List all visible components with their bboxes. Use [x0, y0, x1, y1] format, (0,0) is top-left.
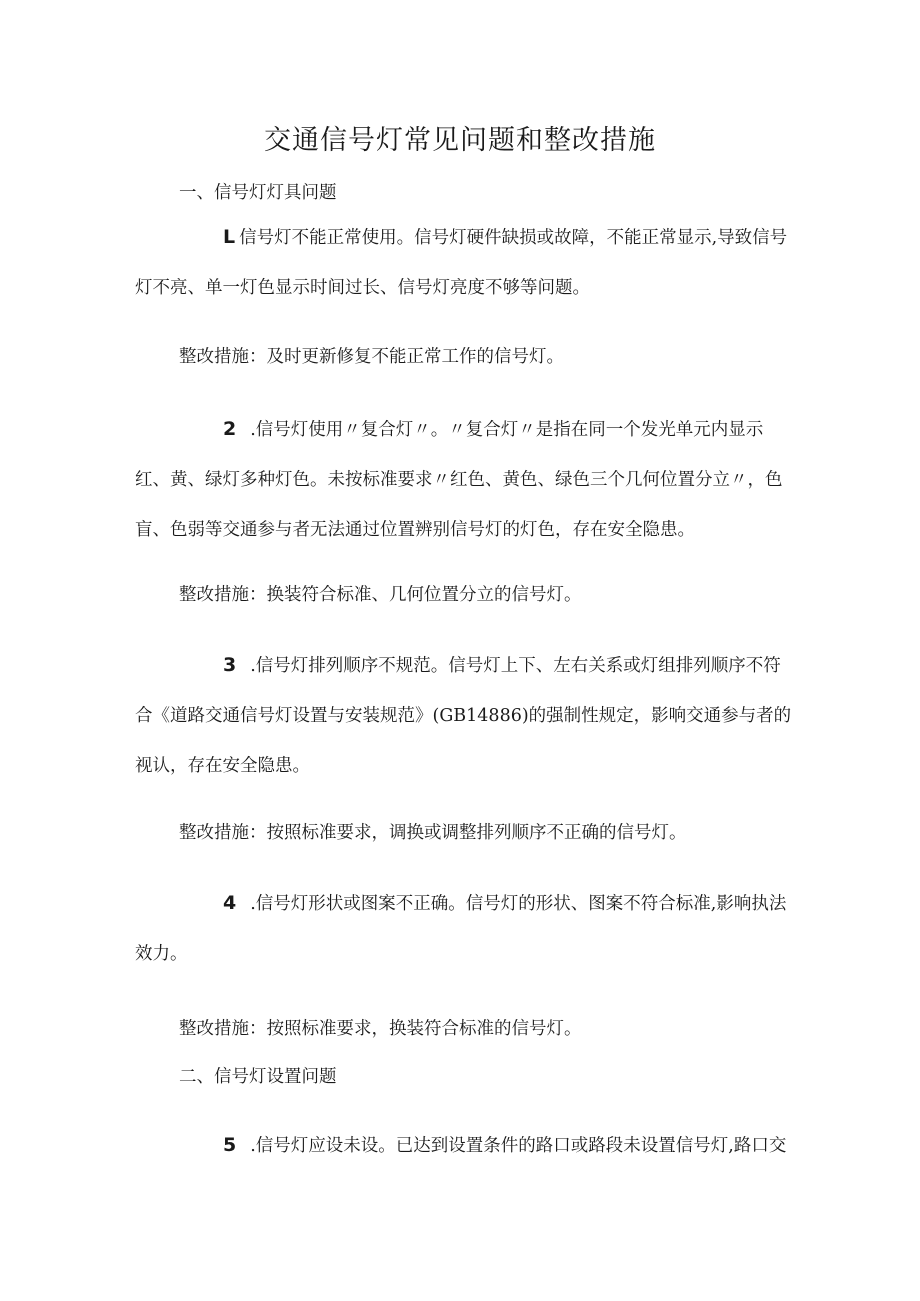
item-3-text: .信号灯排列顺序不规范。信号灯上下、左右关系或灯组排列顺序不符合《道路交通信号灯设置与安装规范》(GB14886)的强制性规定，影响交通参与者的视认，存在安全隐患。 [135, 656, 792, 776]
item-5-number: 5 [223, 1134, 237, 1156]
item-2-text: .信号灯使用〃复合灯〃。〃复合灯〃是指在同一个发光单元内显示红、黄、绿灯多种灯色。未按标准要求〃红色、黄色、绿色三个几何位置分立〃，色盲、色弱等交通参与者无法通过位置辨别信号灯的灯色，存在安全隐患。 [135, 420, 783, 540]
item-2-number: 2 [223, 418, 237, 440]
item-3-paragraph [135, 640, 795, 791]
item-5-paragraph [135, 1120, 795, 1171]
item-2-paragraph [135, 404, 795, 555]
item-4-text: .信号灯形状或图案不正确。信号灯的形状、图案不符合标准,影响执法效力。 [135, 894, 787, 964]
item-1-paragraph [135, 212, 795, 313]
item-1-measure: 整改措施：及时更新修复不能正常工作的信号灯。 [179, 347, 564, 367]
item-1-number: L [223, 226, 236, 248]
section-heading-2: 二、信号灯设置问题 [179, 1067, 337, 1087]
item-4-measure: 整改措施：按照标准要求，换装符合标准的信号灯。 [179, 1019, 582, 1039]
item-5-text: .信号灯应设未设。已达到设置条件的路口或路段未设置信号灯,路口交 [250, 1136, 787, 1156]
item-1-text: 信号灯不能正常使用。信号灯硬件缺损或故障，不能正常显示,导致信号灯不亮、单一灯色显示时间过长、信号灯亮度不够等问题。 [135, 228, 788, 298]
section-heading-1: 一、信号灯灯具问题 [179, 183, 337, 203]
item-3-measure: 整改措施：按照标准要求，调换或调整排列顺序不正确的信号灯。 [179, 823, 687, 843]
item-2-measure: 整改措施：换装符合标准、几何位置分立的信号灯。 [179, 585, 582, 605]
item-4-number: 4 [223, 892, 237, 914]
document-title: 交通信号灯常见问题和整改措施 [264, 125, 656, 156]
item-3-number: 3 [223, 654, 237, 676]
item-4-paragraph [135, 878, 795, 979]
